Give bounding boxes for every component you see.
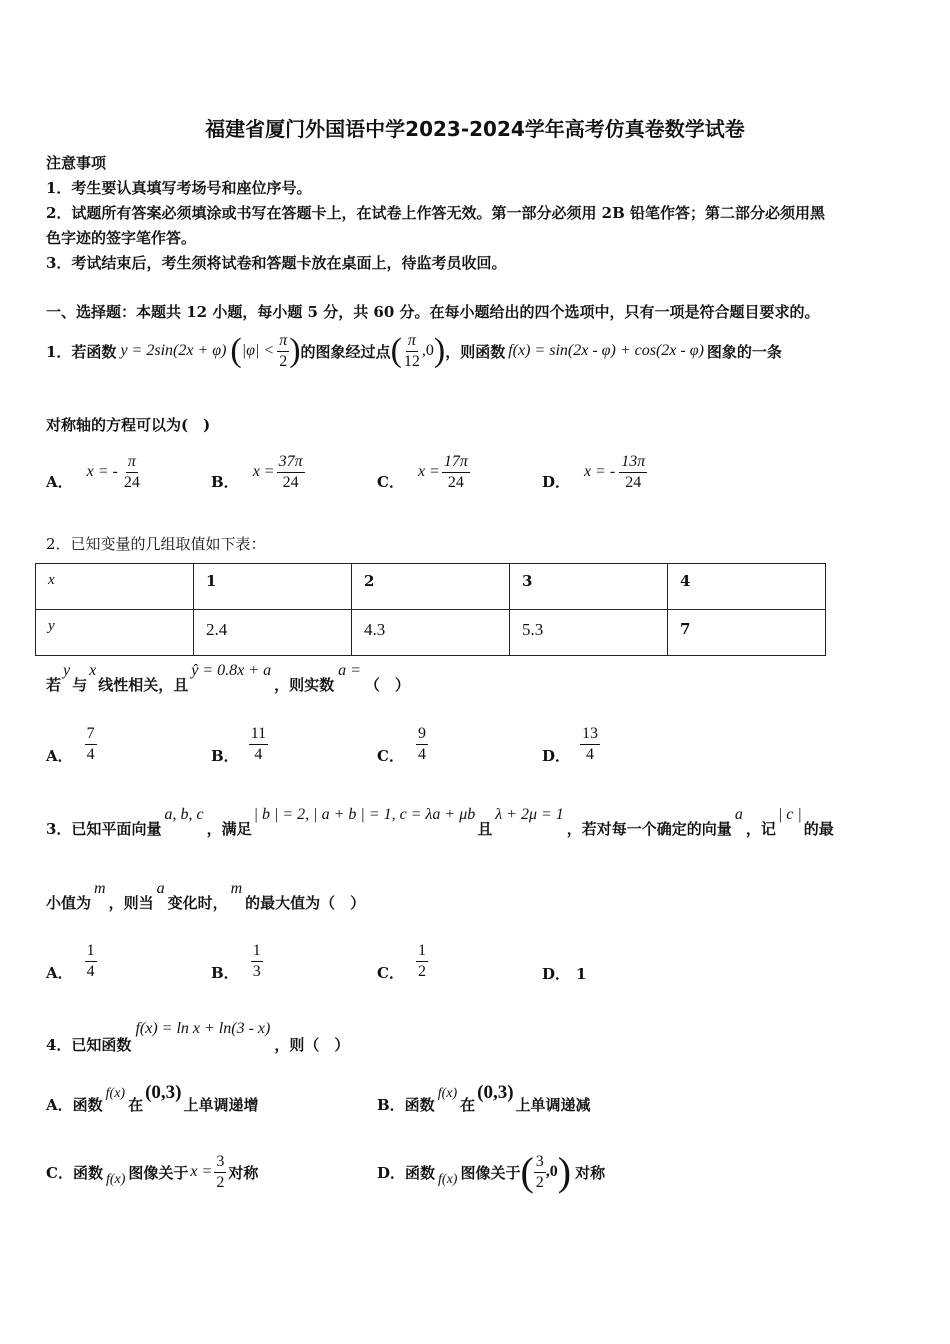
q3-option-d[interactable] <box>542 963 586 984</box>
q3-text: ，则当 <box>108 894 154 912</box>
question-4 <box>46 1020 350 1054</box>
q2-var: a = <box>338 662 361 679</box>
q3-text: 变化时， <box>167 894 228 912</box>
option-fraction <box>277 452 305 493</box>
q2-option-b[interactable] <box>211 720 268 768</box>
option-fraction <box>122 452 142 493</box>
table-cell: 3 <box>510 564 668 610</box>
option-fraction <box>416 941 428 982</box>
option-fraction <box>249 724 268 765</box>
notice-item: 色字迹的签字笔作答。 <box>46 229 197 247</box>
fraction-numerator: 13 <box>580 724 600 745</box>
fraction-denominator: 24 <box>447 473 464 491</box>
q4-option-a[interactable] <box>46 1082 259 1112</box>
q3-condition: | b | = 2, | a + b | = 1, c = λa + μb <box>253 806 476 823</box>
option-label: B． <box>211 746 239 765</box>
q3-vectors: a, b, c <box>164 806 204 823</box>
table-cell: y <box>36 610 194 656</box>
option-fraction <box>619 452 647 493</box>
fraction-denominator: 4 <box>86 962 95 980</box>
fraction-numerator: 3 <box>534 1152 546 1173</box>
q2-text: 与 <box>72 676 88 694</box>
q3-text: ，记 <box>745 820 776 838</box>
q4-text: 上单调递增 <box>183 1096 259 1114</box>
q4-lhs: x = <box>190 1163 213 1180</box>
table-row <box>36 564 826 610</box>
fraction-denominator: 4 <box>417 745 426 763</box>
q1-option-b[interactable] <box>211 448 305 496</box>
q3-var: m <box>94 880 106 897</box>
fraction-denominator: 12 <box>403 352 420 370</box>
q4-text: 上单调递减 <box>515 1096 591 1114</box>
q3-option-a[interactable] <box>46 937 97 985</box>
q3-var: | c | <box>777 806 802 823</box>
option-label: C． <box>377 746 404 765</box>
q2-option-d[interactable] <box>542 720 600 768</box>
table-cell: 2.4 <box>194 610 352 656</box>
q1-option-d[interactable] <box>542 448 647 496</box>
question-3 <box>46 806 834 836</box>
q3-text: 且 <box>477 820 493 838</box>
table-cell: 2 <box>352 564 510 610</box>
fraction-denominator: 24 <box>123 473 140 491</box>
q4-f: f(x) <box>437 1086 458 1101</box>
q4-text: ，则（ ） <box>274 1036 350 1054</box>
fraction-denominator: 4 <box>86 745 95 763</box>
q1-point-fraction <box>402 331 422 372</box>
notice-item: 3．考试结束后，考生须将试卷和答题卡放在桌面上，待监考员收回。 <box>46 254 507 272</box>
q2-var: x <box>89 662 97 679</box>
paren-icon: ) <box>433 332 446 369</box>
q1-point-tail: ,0 <box>421 342 434 359</box>
fraction-denominator: 4 <box>586 745 595 763</box>
q3-option-b[interactable] <box>211 937 263 985</box>
q2-text: ，则实数 <box>274 676 335 694</box>
option-label: A． <box>46 746 73 765</box>
fraction-numerator: 9 <box>416 724 428 745</box>
q4-text: 4．已知函数 <box>46 1036 132 1054</box>
q4-option-c[interactable] <box>46 1147 258 1197</box>
q2-prefix: 2．已知变量的几组取值如下表： <box>46 535 266 553</box>
option-lhs: x = <box>252 463 275 480</box>
option-label: A． <box>46 963 73 982</box>
q4-interval: (0,3) <box>477 1082 514 1103</box>
q1-tail: 图象的一条 <box>706 342 782 361</box>
option-value: 1 <box>576 965 587 983</box>
option-label: C． <box>377 472 404 491</box>
q4-function: f(x) = ln x + ln(3 - x) <box>135 1020 271 1037</box>
fraction-numerator: 37π <box>277 452 305 473</box>
q2-question <box>46 662 410 692</box>
fraction-denominator: 2 <box>535 1173 544 1191</box>
table-cell: 5.3 <box>510 610 668 656</box>
q3-text: ，满足 <box>206 820 252 838</box>
fraction-numerator: 1 <box>416 941 428 962</box>
option-fraction <box>214 1152 226 1193</box>
paren-icon: ( <box>390 332 402 369</box>
table-cell: 4 <box>668 564 826 610</box>
q2-text: （ ） <box>364 676 410 694</box>
fraction-numerator: 7 <box>85 724 97 745</box>
option-lhs: x = <box>417 463 440 480</box>
fraction-numerator: π <box>126 452 138 473</box>
q1-condition-fraction <box>277 331 289 372</box>
fraction-denominator: 2 <box>279 352 288 370</box>
q4-text: 图像关于 <box>128 1163 189 1182</box>
fraction-denominator: 4 <box>254 745 263 763</box>
q3-condition: λ + 2μ = 1 <box>495 806 564 823</box>
notice-item: 2．试题所有答案必须填涂或书写在答题卡上，在试卷上作答无效。第一部分必须用 2B 铅笔作答；第二部分必须用黑 <box>46 204 826 222</box>
option-fraction <box>85 724 97 765</box>
option-label: A．函数 <box>46 1096 103 1114</box>
option-fraction <box>534 1152 546 1193</box>
q4-text: 图像关于 <box>460 1163 521 1182</box>
option-lhs: x = - <box>86 463 118 480</box>
q4-option-b[interactable] <box>377 1082 591 1112</box>
q3-var: a <box>156 880 165 897</box>
notice-heading: 注意事项 <box>46 154 107 172</box>
fraction-denominator: 24 <box>625 473 642 491</box>
q4-option-d[interactable] <box>377 1147 605 1197</box>
q2-equation: ŷ = 0.8x + a <box>191 662 272 679</box>
q1-condition: |φ| < <box>241 342 275 359</box>
q3-option-c[interactable] <box>377 937 428 985</box>
option-fraction <box>251 941 263 982</box>
q2-option-c[interactable] <box>377 720 428 768</box>
fraction-numerator: 17π <box>442 452 470 473</box>
q2-text: 若 <box>46 676 62 694</box>
fraction-numerator: 13π <box>619 452 647 473</box>
option-label: D． <box>542 965 571 983</box>
fraction-numerator: π <box>406 331 418 352</box>
table-cell: 7 <box>668 610 826 656</box>
table-cell: 4.3 <box>352 610 510 656</box>
fraction-numerator: 1 <box>85 941 97 962</box>
q2-var: y <box>63 662 71 679</box>
q1-prefix: 1．若函数 <box>46 342 117 361</box>
q4-text: 在 <box>460 1096 476 1114</box>
q4-text: 对称 <box>575 1163 606 1182</box>
option-lhs: x = - <box>584 463 616 480</box>
q4-interval: (0,3) <box>145 1082 182 1103</box>
section-heading: 一、选择题：本题共 12 小题，每小题 5 分，共 60 分。在每小题给出的四个选项中，只有一项是符合题目要求的。 <box>46 303 820 321</box>
paren-icon: ) <box>289 332 301 369</box>
option-label: C．函数 <box>46 1163 103 1182</box>
fraction-denominator: 3 <box>252 962 261 980</box>
fraction-numerator: π <box>277 331 289 352</box>
option-fraction <box>442 452 470 493</box>
option-fraction <box>416 724 428 765</box>
table-cell: 1 <box>194 564 352 610</box>
q3-text: ，若对每一个确定的向量 <box>566 820 732 838</box>
option-fraction <box>580 724 600 765</box>
q1-f: f(x) = sin(2x - φ) + cos(2x - φ) <box>508 342 704 359</box>
option-label: D． <box>542 472 571 491</box>
table-row <box>36 610 826 656</box>
q4-point-tail: ,0 <box>545 1163 558 1180</box>
q1-function: y = 2sin(2x + φ) <box>120 342 227 359</box>
option-fraction <box>85 941 97 982</box>
q3-text: 的最 <box>803 820 834 838</box>
q4-f: f(x) <box>438 1172 458 1187</box>
q2-option-a[interactable] <box>46 720 97 768</box>
option-label: C． <box>377 963 404 982</box>
q3-text: 3．已知平面向量 <box>46 820 162 838</box>
option-label: D． <box>542 746 571 765</box>
option-label: D．函数 <box>377 1163 436 1182</box>
fraction-numerator: 1 <box>251 941 263 962</box>
q3-text: 小值为 <box>46 894 92 912</box>
q1-option-c[interactable] <box>377 448 470 496</box>
q1-line2: 对称轴的方程可以为( ) <box>46 416 211 434</box>
fraction-numerator: 3 <box>214 1152 226 1173</box>
option-label: B． <box>211 472 239 491</box>
q3-text: 的最大值为（ ） <box>245 894 366 912</box>
q3-var: a <box>734 806 743 823</box>
data-table <box>35 563 826 656</box>
q4-f: f(x) <box>105 1172 126 1187</box>
option-label: B．函数 <box>377 1096 435 1114</box>
q1-then: ，则函数 <box>445 342 506 361</box>
page-title: 福建省厦门外国语中学2023-2024学年高考仿真卷数学试卷 <box>205 117 745 141</box>
q4-text: 对称 <box>228 1163 259 1182</box>
paren-icon: ( <box>520 1149 534 1194</box>
q4-text: 在 <box>128 1096 144 1114</box>
q3-line2 <box>46 880 365 910</box>
fraction-denominator: 24 <box>282 473 299 491</box>
option-label: A． <box>46 472 73 491</box>
q3-var: m <box>230 880 243 897</box>
paren-icon: ) <box>557 1149 572 1194</box>
q2-text: 线性相关，且 <box>98 676 189 694</box>
fraction-denominator: 2 <box>216 1173 225 1191</box>
paren-icon: ( <box>230 332 242 369</box>
q4-f: f(x) <box>105 1086 126 1101</box>
q1-option-a[interactable] <box>46 448 142 496</box>
q1-mid: 的图象经过点 <box>300 342 391 361</box>
table-cell: x <box>36 564 194 610</box>
notice-item: 1．考生要认真填写考场号和座位序号。 <box>46 179 312 197</box>
question-1 <box>46 328 782 374</box>
fraction-numerator: 11 <box>249 724 268 745</box>
fraction-denominator: 2 <box>417 962 426 980</box>
option-label: B． <box>211 963 239 982</box>
